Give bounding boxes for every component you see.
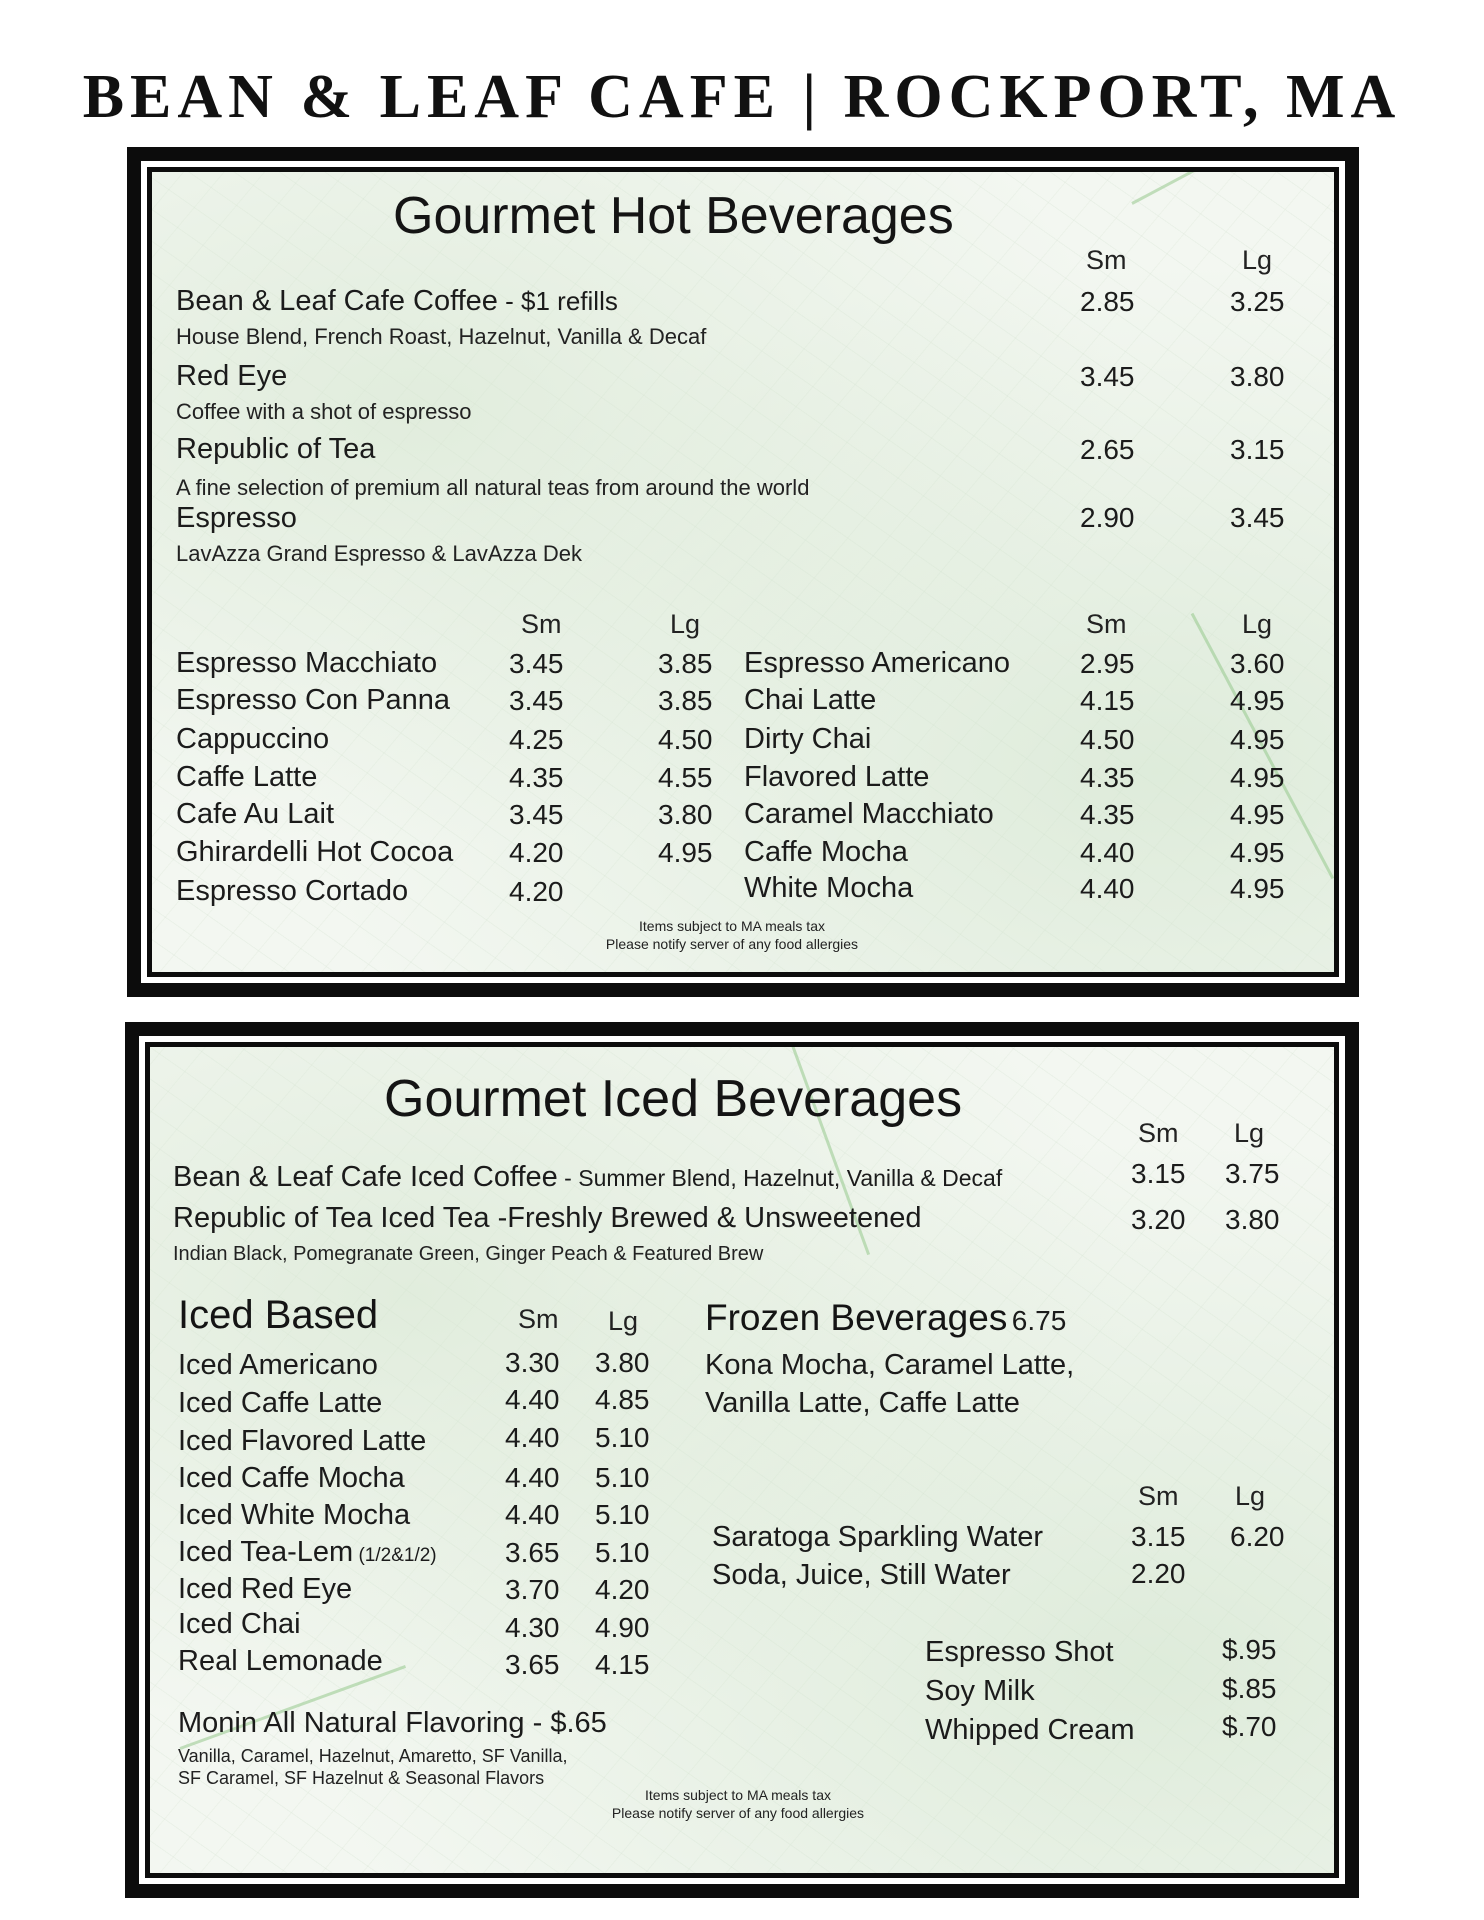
list-item-lg: 4.20 bbox=[595, 1574, 650, 1605]
hot-item-name: Red Eye bbox=[176, 360, 288, 392]
list-item: Saratoga Sparkling Water bbox=[712, 1521, 1043, 1553]
list-item-sm: 4.20 bbox=[509, 837, 564, 868]
allergy-note: Please notify server of any food allergies bbox=[611, 1805, 865, 1821]
water-sm-header: Sm bbox=[1138, 1481, 1179, 1511]
list-item-sm: 2.20 bbox=[1131, 1558, 1186, 1589]
list-item-lg: 3.80 bbox=[595, 1347, 650, 1378]
list-item-price: $.95 bbox=[1222, 1634, 1277, 1665]
list-item: Soy Milk bbox=[925, 1675, 1035, 1707]
list-item-lg: 5.10 bbox=[595, 1462, 650, 1493]
hot-left-sm-header: Sm bbox=[521, 609, 562, 639]
list-item: Whipped Cream bbox=[925, 1714, 1135, 1746]
hot-item-suffix: - $1 refills bbox=[497, 286, 618, 316]
list-item-sm: 4.20 bbox=[509, 876, 564, 907]
list-item: Espresso Cortado bbox=[176, 875, 409, 907]
hot-left-lg-header: Lg bbox=[670, 609, 701, 639]
list-item-lg: 4.85 bbox=[595, 1384, 650, 1415]
hot-panel-body bbox=[152, 172, 1334, 972]
list-item-price: $.85 bbox=[1222, 1673, 1277, 1704]
list-item-sm: 4.40 bbox=[505, 1462, 560, 1493]
flavoring-desc-line1: Vanilla, Caramel, Hazelnut, Amaretto, SF Vanilla, bbox=[178, 1746, 568, 1766]
list-item: Iced Red Eye bbox=[178, 1573, 353, 1605]
list-item: Cappuccino bbox=[176, 723, 330, 755]
hot-item-name: Espresso bbox=[176, 502, 297, 534]
iced-tea-desc: Indian Black, Pomegranate Green, Ginger Peach & Featured Brew bbox=[173, 1243, 764, 1265]
list-item: Iced Americano bbox=[178, 1349, 378, 1381]
list-item-lg: 3.85 bbox=[658, 685, 713, 716]
allergy-note: Please notify server of any food allergies bbox=[605, 936, 859, 952]
list-item-sm: 2.95 bbox=[1080, 648, 1135, 679]
hot-lg-header: Lg bbox=[1242, 245, 1273, 275]
hot-item-lg-price: 3.80 bbox=[1230, 361, 1285, 392]
iced-coffee-desc: - Summer Blend, Hazelnut, Vanilla & Decaf bbox=[557, 1165, 1003, 1191]
list-item-sm: 4.40 bbox=[505, 1422, 560, 1453]
list-item: Iced Caffe Latte bbox=[178, 1387, 383, 1419]
hot-item-desc: Coffee with a shot of espresso bbox=[176, 399, 472, 424]
iced-coffee-sm: 3.15 bbox=[1131, 1158, 1186, 1189]
list-item-lg: 4.15 bbox=[595, 1649, 650, 1680]
list-item: Caramel Macchiato bbox=[744, 798, 994, 830]
hot-right-sm-header: Sm bbox=[1086, 609, 1127, 639]
list-item: Iced Tea-Lem bbox=[178, 1536, 354, 1568]
list-item-lg: 4.95 bbox=[1230, 873, 1285, 904]
frozen-line2: Vanilla Latte, Caffe Latte bbox=[705, 1387, 1020, 1419]
list-item: Dirty Chai bbox=[744, 723, 872, 755]
iced-panel-body bbox=[150, 1047, 1334, 1873]
hot-item-sm-price: 2.85 bbox=[1080, 286, 1135, 317]
list-item: Iced Caffe Mocha bbox=[178, 1462, 405, 1494]
list-item-sm: 3.45 bbox=[509, 799, 564, 830]
iced-sm-header: Sm bbox=[1138, 1118, 1179, 1148]
list-item-lg: 4.50 bbox=[658, 724, 713, 755]
list-item: Soda, Juice, Still Water bbox=[712, 1559, 1011, 1591]
iced-tea-sm: 3.20 bbox=[1131, 1204, 1186, 1235]
tax-note: Items subject to MA meals tax bbox=[639, 918, 825, 934]
list-item-lg: 3.60 bbox=[1230, 648, 1285, 679]
list-item-note: (1/2&1/2) bbox=[353, 1545, 437, 1566]
list-item-lg: 5.10 bbox=[595, 1499, 650, 1530]
water-lg-header: Lg bbox=[1235, 1481, 1266, 1511]
iced-lg-header: Lg bbox=[1234, 1118, 1265, 1148]
list-item: Espresso Macchiato bbox=[176, 647, 438, 679]
list-item: Iced Chai bbox=[178, 1608, 301, 1640]
iced-tea-name: Republic of Tea Iced Tea -Freshly Brewed & Unsweetened bbox=[173, 1202, 922, 1234]
list-item-sm: 4.30 bbox=[505, 1612, 560, 1643]
list-item-sm: 4.35 bbox=[1080, 799, 1135, 830]
flavoring-title: Monin All Natural Flavoring - $.65 bbox=[178, 1707, 607, 1739]
list-item: White Mocha bbox=[744, 872, 914, 904]
list-item-sm: 4.40 bbox=[505, 1384, 560, 1415]
list-item-lg: 3.85 bbox=[658, 648, 713, 679]
list-item: Ghirardelli Hot Cocoa bbox=[176, 836, 454, 868]
iced-coffee-name: Bean & Leaf Cafe Iced Coffee bbox=[173, 1161, 558, 1193]
list-item-lg: 4.55 bbox=[658, 762, 713, 793]
list-item-sm: 4.40 bbox=[1080, 873, 1135, 904]
list-item-sm: 4.35 bbox=[1080, 762, 1135, 793]
iced-footnote bbox=[478, 1786, 998, 1822]
hot-item-sm-price: 2.90 bbox=[1080, 502, 1135, 533]
list-item: Cafe Au Lait bbox=[176, 798, 334, 830]
list-item-sm: 3.65 bbox=[505, 1649, 560, 1680]
hot-item-sm-price: 3.45 bbox=[1080, 361, 1135, 392]
list-item: Espresso Americano bbox=[744, 647, 1010, 679]
hot-footnote bbox=[472, 917, 992, 953]
menu-header: BEAN & LEAF CAFE | ROCKPORT, MA bbox=[82, 63, 1402, 131]
iced-based-title: Iced Based bbox=[178, 1293, 379, 1337]
list-item-lg: 6.20 bbox=[1230, 1521, 1285, 1552]
hot-item-desc: A fine selection of premium all natural teas from around the world bbox=[176, 475, 810, 500]
list-item-sm: 4.40 bbox=[1080, 837, 1135, 868]
list-item: Chai Latte bbox=[744, 684, 877, 716]
list-item-sm: 4.25 bbox=[509, 724, 564, 755]
hot-item-desc: House Blend, French Roast, Hazelnut, Vanilla & Decaf bbox=[176, 324, 707, 349]
hot-beverages-panel bbox=[127, 147, 1359, 997]
list-item: Caffe Latte bbox=[176, 761, 318, 793]
frozen-line1: Kona Mocha, Caramel Latte, bbox=[705, 1349, 1075, 1381]
list-item-sm: 4.35 bbox=[509, 762, 564, 793]
list-item-sm: 3.70 bbox=[505, 1574, 560, 1605]
list-item-lg: 4.95 bbox=[658, 837, 713, 868]
list-item-sm: 3.65 bbox=[505, 1537, 560, 1568]
iced-coffee-lg: 3.75 bbox=[1225, 1158, 1280, 1189]
list-item: Iced Flavored Latte bbox=[178, 1425, 427, 1457]
hot-right-lg-header: Lg bbox=[1242, 609, 1273, 639]
list-item-lg: 4.95 bbox=[1230, 724, 1285, 755]
list-item-sm: 3.15 bbox=[1131, 1521, 1186, 1552]
hot-item-lg-price: 3.15 bbox=[1230, 434, 1285, 465]
flavoring-desc-line2: SF Caramel, SF Hazelnut & Seasonal Flavors bbox=[178, 1768, 545, 1788]
list-item: Iced White Mocha bbox=[178, 1499, 411, 1531]
list-item-lg: 5.10 bbox=[595, 1537, 650, 1568]
list-item: Espresso Shot bbox=[925, 1636, 1114, 1668]
list-item-sm: 4.15 bbox=[1080, 685, 1135, 716]
list-item: Flavored Latte bbox=[744, 761, 930, 793]
iced-based-lg-header: Lg bbox=[608, 1306, 639, 1336]
hot-item-lg-price: 3.45 bbox=[1230, 502, 1285, 533]
list-item-lg: 5.10 bbox=[595, 1422, 650, 1453]
list-item-lg: 4.95 bbox=[1230, 685, 1285, 716]
hot-item-name: Republic of Tea bbox=[176, 433, 376, 465]
list-item-sm: 3.30 bbox=[505, 1347, 560, 1378]
list-item-lg: 4.95 bbox=[1230, 762, 1285, 793]
list-item: Real Lemonade bbox=[178, 1645, 383, 1677]
list-item-sm: 4.50 bbox=[1080, 724, 1135, 755]
hot-item-desc: LavAzza Grand Espresso & LavAzza Dek bbox=[176, 541, 582, 566]
list-item-lg: 4.95 bbox=[1230, 799, 1285, 830]
list-item-lg: 4.95 bbox=[1230, 837, 1285, 868]
frozen-title: Frozen Beverages bbox=[705, 1297, 1008, 1338]
list-item-sm: 3.45 bbox=[509, 685, 564, 716]
hot-section-title: Gourmet Hot Beverages bbox=[393, 187, 954, 245]
list-item-price: $.70 bbox=[1222, 1711, 1277, 1742]
list-item: Espresso Con Panna bbox=[176, 684, 451, 716]
frozen-price: 6.75 bbox=[1011, 1305, 1067, 1336]
list-item: Caffe Mocha bbox=[744, 836, 908, 868]
hot-item-lg-price: 3.25 bbox=[1230, 286, 1285, 317]
list-item-lg: 4.90 bbox=[595, 1612, 650, 1643]
iced-based-sm-header: Sm bbox=[518, 1304, 559, 1334]
list-item-lg: 3.80 bbox=[658, 799, 713, 830]
iced-tea-lg: 3.80 bbox=[1225, 1204, 1280, 1235]
hot-sm-header: Sm bbox=[1086, 245, 1127, 275]
list-item-sm: 3.45 bbox=[509, 648, 564, 679]
iced-section-title: Gourmet Iced Beverages bbox=[384, 1070, 963, 1128]
iced-beverages-panel bbox=[125, 1022, 1359, 1898]
hot-item-sm-price: 2.65 bbox=[1080, 434, 1135, 465]
tax-note: Items subject to MA meals tax bbox=[645, 1787, 831, 1803]
list-item-sm: 4.40 bbox=[505, 1499, 560, 1530]
hot-item-name: Bean & Leaf Cafe Coffee bbox=[176, 285, 498, 317]
